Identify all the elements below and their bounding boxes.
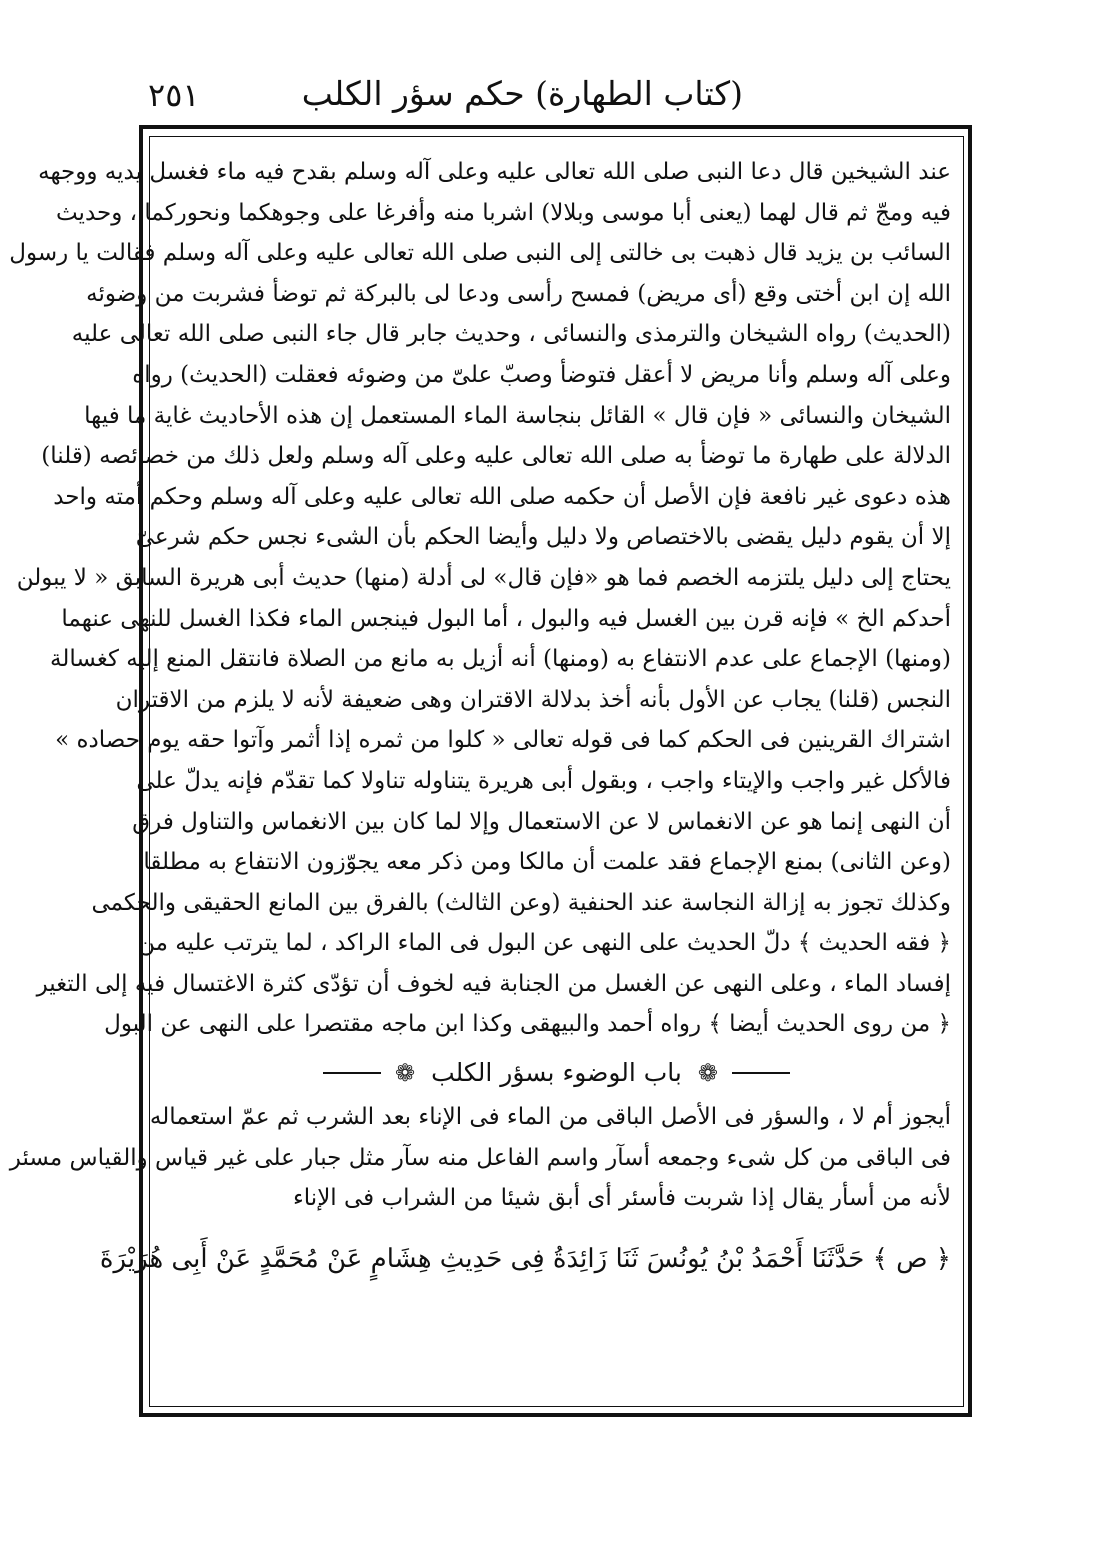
text-line: اشتراك القرينين فى الحكم كما فى قوله تعالى « كلوا من ثمره إذا أثمر وآتوا حقه يوم حصاده » — [55, 727, 951, 754]
text-line: أيجوز أم لا ، والسؤر فى الأصل الباقى من الماء فى الإناء بعد الشرب ثم عمّ استعماله — [149, 1104, 951, 1131]
hadith-chain: ﴿ ص ﴾ حَدَّثَنَا أَحْمَدُ بْنُ يُونُسَ ثَنَا زَائِدَةُ فِى حَدِيثِ هِشَامٍ عَنْ مُحَمَّدٍ عَنْ أَبِى هُرَيْرَةَ — [99, 1243, 951, 1274]
text-line: (ومنها) الإجماع على عدم الانتفاع به (ومنها) أنه أزيل به مانع من الصلاة فانتقل المنع إليه كغسالة — [49, 646, 951, 673]
text-line: أن النهى إنما هو عن الانغماس لا عن الاستعمال وإلا لما كان بين الانغماس والتناول فرق — [132, 808, 951, 835]
text-line: وكذلك تجوز به إزالة النجاسة عند الحنفية (وعن الثالث) بالفرق بين المانع الحقيقى والحكمى — [91, 889, 951, 916]
text-line: أحدكم الخ » فإنه قرن بين الغسل فيه والبول ، أما البول فينجس الماء فكذا الغسل للنهى عنهما — [61, 605, 951, 632]
text-line: هذه دعوى غير نافعة فإن الأصل أن حكمه صلى الله تعالى عليه وعلى آله وسلم وحكم أمته واحد — [53, 483, 951, 510]
text-line: ﴿ فقه الحديث ﴾ دلّ الحديث على النهى عن البول فى الماء الراكد ، لما يترتب عليه من — [138, 930, 951, 957]
text-line: السائب بن يزيد قال ذهبت بى خالتى إلى النبى صلى الله تعالى عليه وعلى آله وسلم فقالت يا رسول — [9, 240, 951, 267]
text-line: الشيخان والنسائى « فإن قال » القائل بنجاسة الماء المستعمل إن هذه الأحاديث غاية ما فيها — [84, 402, 951, 429]
text-line: (الحديث) رواه الشيخان والترمذى والنسائى ، وحديث جابر قال جاء النبى صلى الله تعالى عليه — [71, 321, 951, 348]
running-title: (كتاب الطهارة) حكم سؤر الكلب — [301, 74, 743, 113]
page-header — [140, 74, 978, 124]
text-line: فالأكل غير واجب والإيتاء واجب ، وبقول أبى هريرة يتناوله تناولا كما تقدّم فإنه يدلّ على — [136, 767, 951, 794]
definition-block — [9, 1097, 951, 1219]
text-line: يحتاج إلى دليل يلتزمه الخصم فما هو «فإن قال» لى أدلة (منها) حديث أبى هريرة السابق « لا يبولن — [16, 564, 951, 591]
page-number: ٢٥١ — [148, 76, 200, 114]
chapter-heading — [162, 1045, 951, 1097]
text-line: لأنه من أسأر يقال إذا شربت فأسئر أى أبق شيئا من الشراب فى الإناء — [292, 1185, 951, 1212]
heading-rule-right — [732, 1072, 790, 1074]
text-line: إلا أن يقوم دليل يقضى بالاختصاص ولا دليل وأيضا الحكم بأن الشىء نجس حكم شرعىّ — [135, 524, 951, 551]
text-line: عند الشيخين قال دعا النبى صلى الله تعالى عليه وعلى آله وسلم بقدح فيه ماء فغسل يديه ووجهه — [38, 159, 951, 185]
text-line: ﴿ من روى الحديث أيضا ﴾ رواه أحمد والبيهقى وكذا ابن ماجه مقتصرا على النهى عن البول — [104, 1011, 951, 1038]
text-line: إفساد الماء ، وعلى النهى عن الغسل من الجنابة فيه لخوف أن تؤدّى كثرة الاغتسال فيه إلى التغير — [36, 970, 951, 997]
ornament-icon: ❁ — [697, 1058, 718, 1087]
text-line: وعلى آله وسلم وأنا مريض لا أعقل فتوضأ وصبّ علىّ من وضوئه فعقلت (الحديث) رواه — [132, 361, 951, 388]
text-line: الله إن ابن أختى وقع (أى مريض) فمسح رأسى ودعا لى بالبركة ثم توضأ فشربت من وضوئه — [86, 280, 951, 307]
text-line: (وعن الثانى) بمنع الإجماع فقد علمت أن مالكا ومن ذكر معه يجوّزون الانتفاع به مطلقا — [143, 849, 951, 876]
commentary-block — [9, 152, 951, 1045]
chapter-title: باب الوضوء بسؤر الكلب — [431, 1057, 682, 1087]
heading-rule-left — [323, 1072, 381, 1074]
main-text — [9, 152, 951, 1285]
text-line: فيه ومجّ ثم قال لهما (يعنى أبا موسى وبلالا) اشربا منه وأفرغا على وجوهكما ونحوركما ، وحديث — [55, 199, 951, 226]
ornament-icon: ❁ — [395, 1058, 416, 1087]
text-line: النجس (قلنا) يجاب عن الأول بأنه أخذ بدلالة الاقتران وهى ضعيفة لأنه لا يلزم من الاقتران — [115, 686, 951, 713]
text-line: فى الباقى من كل شىء وجمعه أسآر واسم الفاعل منه سآر مثل جبار على غير قياس والقياس مسئر — [9, 1144, 951, 1171]
text-line: الدلالة على طهارة ما توضأ به صلى الله تعالى عليه وعلى آله وسلم ولعل ذلك من خصائصه (قلنا) — [41, 443, 951, 470]
